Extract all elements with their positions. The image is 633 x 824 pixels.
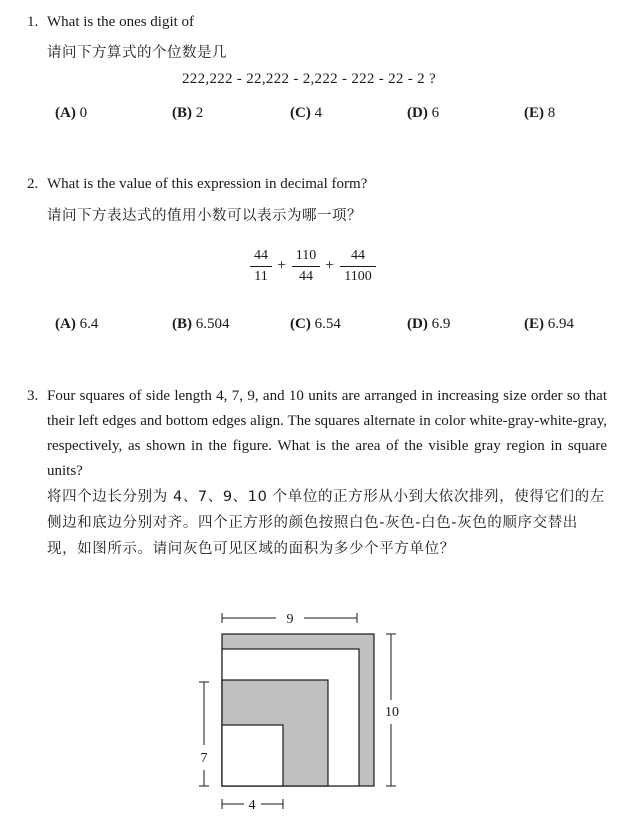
q2-fraction-3 [340,248,376,285]
q2-plus-2: + [325,257,335,274]
square-4-white [222,725,283,786]
q2-choice-e[interactable]: (E) 6.94 [524,316,574,332]
fraction-bar [340,266,376,267]
fraction-bar [292,266,320,267]
q2-choice-c[interactable]: (C) 6.54 [290,316,341,332]
fraction-denominator: 44 [299,269,313,284]
q1-number: 1. [27,14,39,30]
q2-plus-1: + [277,257,287,274]
q2-text-zh: 请问下方表达式的值用小数可以表示为哪一项？ [47,208,362,224]
q1-choice-a[interactable]: (A) 0 [55,105,88,121]
dim-top-label: 9 [286,612,294,627]
q3-number: 3. [27,388,39,404]
q2-text-en: What is the value of this expression in decimal form? [47,176,368,192]
q1-text-en: What is the ones digit of [47,14,195,30]
q2-choice-d[interactable]: (D) 6.9 [407,316,451,332]
q2-number: 2. [27,176,39,192]
q3-text-zh: 将四个边长分别为 4、7、9、10 个单位的正方形从小到大依次排列，使得它们的左侧边和底边分别对齐。四个正方形的颜色按照白色-灰色-白色-灰色的顺序交替出现，如图所示。请问灰色可见区域的面积为多少个平方单位？ [47,489,605,557]
q1-text-zh: 请问下方算式的个位数是几 [47,45,227,61]
dim-left-label: 7 [200,751,208,766]
fraction-bar [250,266,272,267]
dim-right-label: 10 [385,705,399,720]
q1-choice-b[interactable]: (B) 2 [172,105,204,121]
q1-choice-d[interactable]: (D) 6 [407,105,440,121]
fraction-denominator: 11 [254,269,268,284]
fraction-denominator: 1100 [344,269,372,284]
q1-choice-c[interactable]: (C) 4 [290,105,323,121]
q2-choice-a[interactable]: (A) 6.4 [55,316,99,332]
q2-fraction-2 [292,248,320,285]
q2-fraction-1 [250,248,272,285]
dim-bottom-label: 4 [248,798,256,813]
q1-choice-e[interactable]: (E) 8 [524,105,556,121]
q2-choice-b[interactable]: (B) 6.504 [172,316,230,332]
fraction-numerator: 110 [295,248,317,263]
q3-figure [0,604,633,824]
q3-text-en: Four squares of side length 4, 7, 9, and 10 units are arranged in increasing size order so that their left edges and bottom edges align. The squares alternate in color white-gray-white-gray, respectively, as shown in the figure. What is the area of the visible gray region in square units? [47,388,607,479]
fraction-numerator: 44 [351,248,365,263]
q1-expression: 222,222 - 22,222 - 2,222 - 222 - 22 - 2 ? [182,71,436,87]
fraction-numerator: 44 [254,248,268,263]
